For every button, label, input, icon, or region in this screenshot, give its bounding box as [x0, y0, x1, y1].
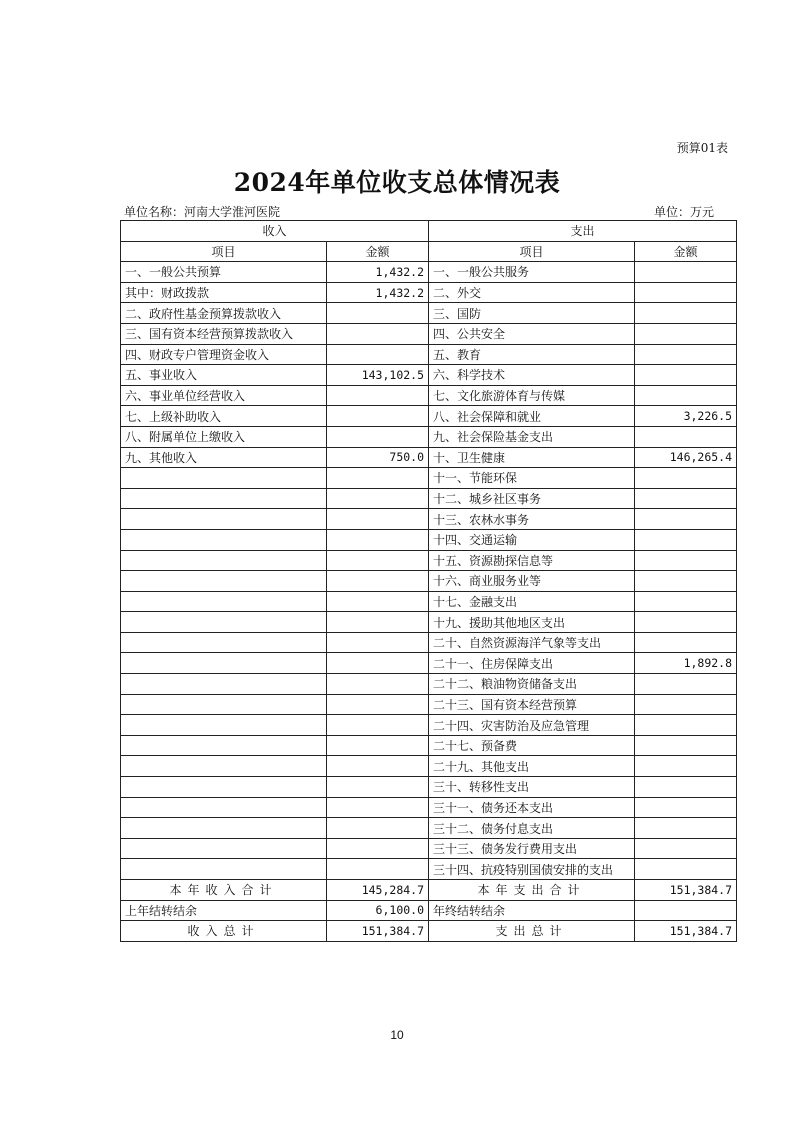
- table-row: [121, 303, 737, 324]
- income-header: 收入: [121, 221, 429, 242]
- income-item: [121, 529, 327, 550]
- expense-amount: [635, 303, 737, 324]
- income-amount: [327, 838, 429, 859]
- expense-item: 十一、节能环保: [429, 468, 635, 489]
- income-amount: [327, 406, 429, 427]
- table-row: [121, 509, 737, 530]
- income-amount: [327, 385, 429, 406]
- income-item: 五、事业收入: [121, 365, 327, 386]
- expense-item: 二、外交: [429, 282, 635, 303]
- income-item: [121, 818, 327, 839]
- expense-total-label: 年终结转结余: [429, 900, 635, 921]
- expense-amount: [635, 323, 737, 344]
- table-row: [121, 365, 737, 386]
- table-row: [121, 550, 737, 571]
- expense-amount: [635, 694, 737, 715]
- income-amount: [327, 344, 429, 365]
- expense-item: 六、科学技术: [429, 365, 635, 386]
- expense-amount: [635, 385, 737, 406]
- expense-item: 八、社会保障和就业: [429, 406, 635, 427]
- income-amount: [327, 674, 429, 695]
- expense-item: 十五、资源勘探信息等: [429, 550, 635, 571]
- expense-item: 十九、援助其他地区支出: [429, 612, 635, 633]
- income-amount: 1,432.2: [327, 262, 429, 283]
- income-amount: [327, 632, 429, 653]
- income-amount: [327, 468, 429, 489]
- income-amount: [327, 756, 429, 777]
- income-item: 一、一般公共预算: [121, 262, 327, 283]
- expense-total-label: 本年支出合计: [429, 880, 635, 901]
- expense-item: 五、教育: [429, 344, 635, 365]
- expense-amount: [635, 468, 737, 489]
- table-row: [121, 632, 737, 653]
- table-row: [121, 426, 737, 447]
- income-amount: [327, 529, 429, 550]
- expense-item: 二十二、粮油物资储备支出: [429, 674, 635, 695]
- form-number: 预算01表: [676, 141, 728, 155]
- expense-amount: [635, 365, 737, 386]
- income-amount: [327, 694, 429, 715]
- income-amount: [327, 859, 429, 880]
- table-row: [121, 262, 737, 283]
- table-row: [121, 529, 737, 550]
- income-item: [121, 838, 327, 859]
- income-item: [121, 777, 327, 798]
- income-item: [121, 550, 327, 571]
- expense-item: 一、一般公共服务: [429, 262, 635, 283]
- income-item: 七、上级补助收入: [121, 406, 327, 427]
- expense-item: 二十七、预备费: [429, 735, 635, 756]
- table-row: [121, 674, 737, 695]
- expense-amount: [635, 756, 737, 777]
- income-amount: [327, 777, 429, 798]
- table-row: [121, 859, 737, 880]
- expense-total-label: 支出总计: [429, 921, 635, 942]
- income-amount: 750.0: [327, 447, 429, 468]
- income-amount: [327, 323, 429, 344]
- expense-item: 三十二、债务付息支出: [429, 818, 635, 839]
- income-item: [121, 591, 327, 612]
- income-amount: [327, 612, 429, 633]
- unit-name: 单位名称：河南大学淮河医院: [124, 205, 281, 219]
- expense-item: 九、社会保险基金支出: [429, 426, 635, 447]
- income-amount: [327, 303, 429, 324]
- expense-amount: [635, 571, 737, 592]
- expense-amount: [635, 777, 737, 798]
- expense-item: 三十、转移性支出: [429, 777, 635, 798]
- table-row: [121, 385, 737, 406]
- expense-item: 十二、城乡社区事务: [429, 488, 635, 509]
- income-item: 八、附属单位上缴收入: [121, 426, 327, 447]
- income-amount-header: 金额: [327, 241, 429, 262]
- expense-amount: [635, 735, 737, 756]
- table-row: [121, 344, 737, 365]
- expense-item: 二十四、灾害防治及应急管理: [429, 715, 635, 736]
- expense-amount: [635, 818, 737, 839]
- table-row: [121, 447, 737, 468]
- expense-amount: [635, 591, 737, 612]
- income-item: 二、政府性基金预算拨款收入: [121, 303, 327, 324]
- income-item: [121, 468, 327, 489]
- income-item-header: 项目: [121, 241, 327, 262]
- income-amount: [327, 818, 429, 839]
- table-row: [121, 735, 737, 756]
- table-row: [121, 591, 737, 612]
- income-amount: [327, 735, 429, 756]
- income-item: [121, 674, 327, 695]
- table-row: [121, 282, 737, 303]
- table-row: [121, 838, 737, 859]
- income-item: 其中：财政拨款: [121, 282, 327, 303]
- income-amount: [327, 797, 429, 818]
- expense-item: 十六、商业服务业等: [429, 571, 635, 592]
- table-row: [121, 612, 737, 633]
- budget-table: [120, 220, 737, 942]
- income-total-amount: 145,284.7: [327, 880, 429, 901]
- section-header-row: [121, 221, 737, 242]
- income-amount: [327, 488, 429, 509]
- expense-total-amount: 151,384.7: [635, 921, 737, 942]
- income-amount: [327, 426, 429, 447]
- table-row: [121, 488, 737, 509]
- expense-amount: [635, 344, 737, 365]
- expense-item: 三、国防: [429, 303, 635, 324]
- income-item: 三、国有资本经营预算拨款收入: [121, 323, 327, 344]
- income-item: [121, 509, 327, 530]
- expense-amount: [635, 282, 737, 303]
- expense-amount: 1,892.8: [635, 653, 737, 674]
- income-item: [121, 715, 327, 736]
- table-row: [121, 777, 737, 798]
- income-amount: [327, 715, 429, 736]
- income-item: [121, 797, 327, 818]
- expense-item: 三十一、债务还本支出: [429, 797, 635, 818]
- income-item: 四、财政专户管理资金收入: [121, 344, 327, 365]
- income-item: [121, 612, 327, 633]
- expense-item: 四、公共安全: [429, 323, 635, 344]
- income-total-amount: 6,100.0: [327, 900, 429, 921]
- expense-header: 支出: [429, 221, 737, 242]
- total-row: [121, 880, 737, 901]
- table-row: [121, 797, 737, 818]
- income-total-amount: 151,384.7: [327, 921, 429, 942]
- expense-item: 十、卫生健康: [429, 447, 635, 468]
- income-total-label: 本年收入合计: [121, 880, 327, 901]
- currency-unit: 单位：万元: [653, 205, 714, 219]
- expense-item: 二十一、住房保障支出: [429, 653, 635, 674]
- expense-item: 十七、金融支出: [429, 591, 635, 612]
- income-item: [121, 488, 327, 509]
- table-row: [121, 468, 737, 489]
- page-number: 10: [390, 1028, 404, 1042]
- expense-amount: [635, 612, 737, 633]
- expense-amount: [635, 529, 737, 550]
- expense-item: 三十三、债务发行费用支出: [429, 838, 635, 859]
- expense-item-header: 项目: [429, 241, 635, 262]
- table-row: [121, 694, 737, 715]
- income-item: [121, 859, 327, 880]
- expense-amount: [635, 550, 737, 571]
- expense-amount: [635, 859, 737, 880]
- income-item: 九、其他收入: [121, 447, 327, 468]
- total-row: [121, 921, 737, 942]
- expense-amount: [635, 488, 737, 509]
- expense-amount: 3,226.5: [635, 406, 737, 427]
- expense-item: 二十九、其他支出: [429, 756, 635, 777]
- table-row: [121, 756, 737, 777]
- income-item: [121, 653, 327, 674]
- expense-item: 二十三、国有资本经营预算: [429, 694, 635, 715]
- expense-amount: [635, 674, 737, 695]
- expense-amount: [635, 509, 737, 530]
- expense-item: 十三、农林水事务: [429, 509, 635, 530]
- expense-item: 十四、交通运输: [429, 529, 635, 550]
- table-row: [121, 818, 737, 839]
- income-item: 六、事业单位经营收入: [121, 385, 327, 406]
- column-header-row: [121, 241, 737, 262]
- income-amount: [327, 509, 429, 530]
- expense-item: 三十四、抗疫特别国债安排的支出: [429, 859, 635, 880]
- table-row: [121, 323, 737, 344]
- expense-amount: [635, 838, 737, 859]
- income-amount: 1,432.2: [327, 282, 429, 303]
- income-total-label: 上年结转结余: [121, 900, 327, 921]
- page-title: 2024年单位收支总体情况表: [233, 168, 561, 197]
- table-row: [121, 406, 737, 427]
- income-total-label: 收入总计: [121, 921, 327, 942]
- expense-total-amount: [635, 900, 737, 921]
- expense-amount: [635, 262, 737, 283]
- table-row: [121, 715, 737, 736]
- expense-amount-header: 金额: [635, 241, 737, 262]
- income-item: [121, 571, 327, 592]
- expense-amount: 146,265.4: [635, 447, 737, 468]
- income-item: [121, 735, 327, 756]
- income-amount: [327, 550, 429, 571]
- income-amount: [327, 571, 429, 592]
- expense-amount: [635, 715, 737, 736]
- income-amount: [327, 653, 429, 674]
- income-amount: 143,102.5: [327, 365, 429, 386]
- total-row: [121, 900, 737, 921]
- expense-total-amount: 151,384.7: [635, 880, 737, 901]
- income-amount: [327, 591, 429, 612]
- income-item: [121, 632, 327, 653]
- expense-item: 七、文化旅游体育与传媒: [429, 385, 635, 406]
- expense-item: 二十、自然资源海洋气象等支出: [429, 632, 635, 653]
- expense-amount: [635, 797, 737, 818]
- table-row: [121, 653, 737, 674]
- income-item: [121, 756, 327, 777]
- table-row: [121, 571, 737, 592]
- expense-amount: [635, 426, 737, 447]
- income-item: [121, 694, 327, 715]
- expense-amount: [635, 632, 737, 653]
